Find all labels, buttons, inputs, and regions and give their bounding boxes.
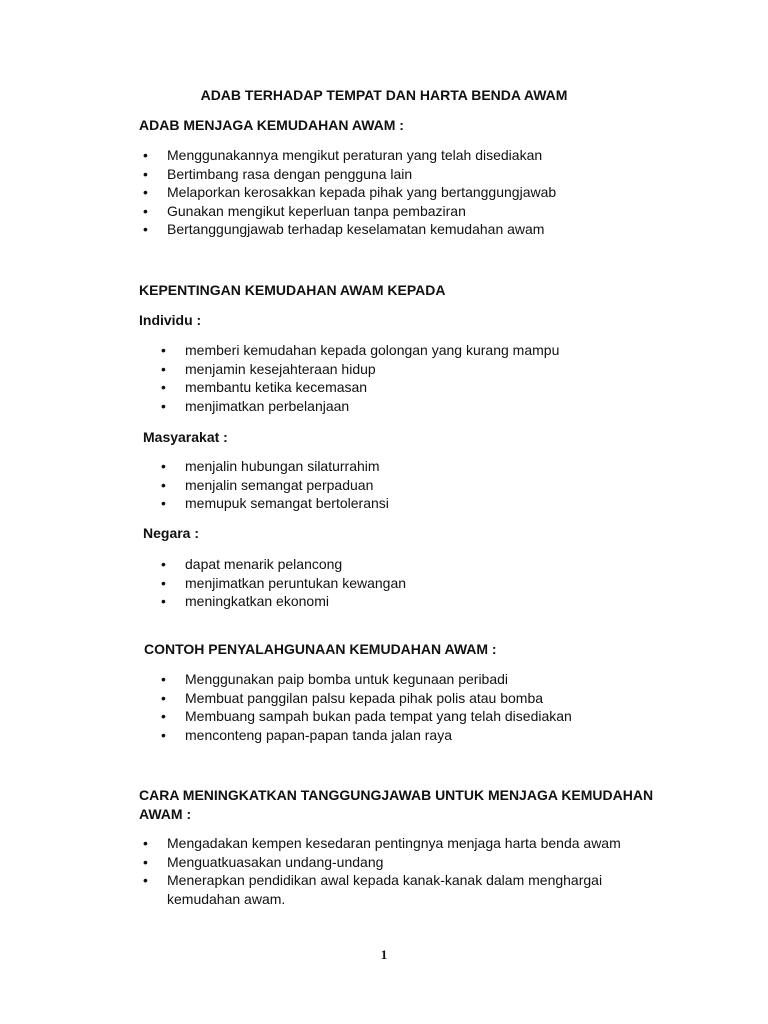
list-item: • Melaporkan kerosakkan kepada pihak yang bertanggungjawab — [143, 183, 556, 202]
subheading-negara: Negara : — [143, 525, 200, 541]
section-heading-cara-line1: CARA MENINGKATKAN TANGGUNGJAWAB UNTUK MENJAGA KEMUDAHAN — [139, 787, 654, 803]
list-item: • memupuk semangat bertoleransi — [161, 494, 389, 513]
list-item: • dapat menarik pelancong — [161, 555, 406, 574]
list-item: • Membuang sampah bukan pada tempat yang telah disediakan — [161, 707, 572, 726]
list-item: • Menguatkuasakan undang-undang — [143, 853, 643, 872]
list-adab — [143, 146, 556, 239]
section-heading-kepentingan: KEPENTINGAN KEMUDAHAN AWAM KEPADA — [139, 282, 446, 298]
list-negara — [161, 555, 406, 611]
list-item: • Bertimbang rasa dengan pengguna lain — [143, 165, 556, 184]
list-item: • menconteng papan-papan tanda jalan raya — [161, 726, 572, 745]
list-item: • Bertanggungjawab terhadap keselamatan kemudahan awam — [143, 220, 556, 239]
list-item: • memberi kemudahan kepada golongan yang kurang mampu — [161, 341, 559, 360]
list-item: • membantu ketika kecemasan — [161, 378, 559, 397]
section-heading-adab: ADAB MENJAGA KEMUDAHAN AWAM : — [139, 117, 404, 133]
list-individu — [161, 341, 559, 415]
list-item: • Menggunakannya mengikut peraturan yang telah disediakan — [143, 146, 556, 165]
section-heading-contoh: CONTOH PENYALAHGUNAAN KEMUDAHAN AWAM : — [144, 641, 497, 657]
list-item: • menjamin kesejahteraan hidup — [161, 360, 559, 379]
list-contoh — [161, 670, 572, 744]
section-heading-cara — [139, 786, 653, 823]
list-item: • menjalin hubungan silaturrahim — [161, 457, 389, 476]
list-item: • Menerapkan pendidikan awal kepada kanak-kanak dalam menghargai kemudahan awam. — [143, 871, 643, 908]
list-item: • Gunakan mengikut keperluan tanpa pembaziran — [143, 202, 556, 221]
list-cara — [143, 834, 643, 908]
subheading-masyarakat: Masyarakat : — [143, 429, 228, 445]
list-item: • Menggunakan paip bomba untuk kegunaan peribadi — [161, 670, 572, 689]
document-title: ADAB TERHADAP TEMPAT DAN HARTA BENDA AWAM — [200, 87, 568, 103]
list-item: • Membuat panggilan palsu kepada pihak polis atau bomba — [161, 689, 572, 708]
section-heading-cara-line2: AWAM : — [139, 805, 192, 822]
page-number: 1 — [380, 947, 388, 962]
list-item: • menjimatkan perbelanjaan — [161, 397, 559, 416]
list-item: • Mengadakan kempen kesedaran pentingnya menjaga harta benda awam — [143, 834, 643, 853]
list-item: • meningkatkan ekonomi — [161, 592, 406, 611]
list-item: • menjalin semangat perpaduan — [161, 476, 389, 495]
list-item: • menjimatkan peruntukan kewangan — [161, 574, 406, 593]
subheading-individu: Individu : — [139, 312, 202, 328]
list-masyarakat — [161, 457, 389, 513]
